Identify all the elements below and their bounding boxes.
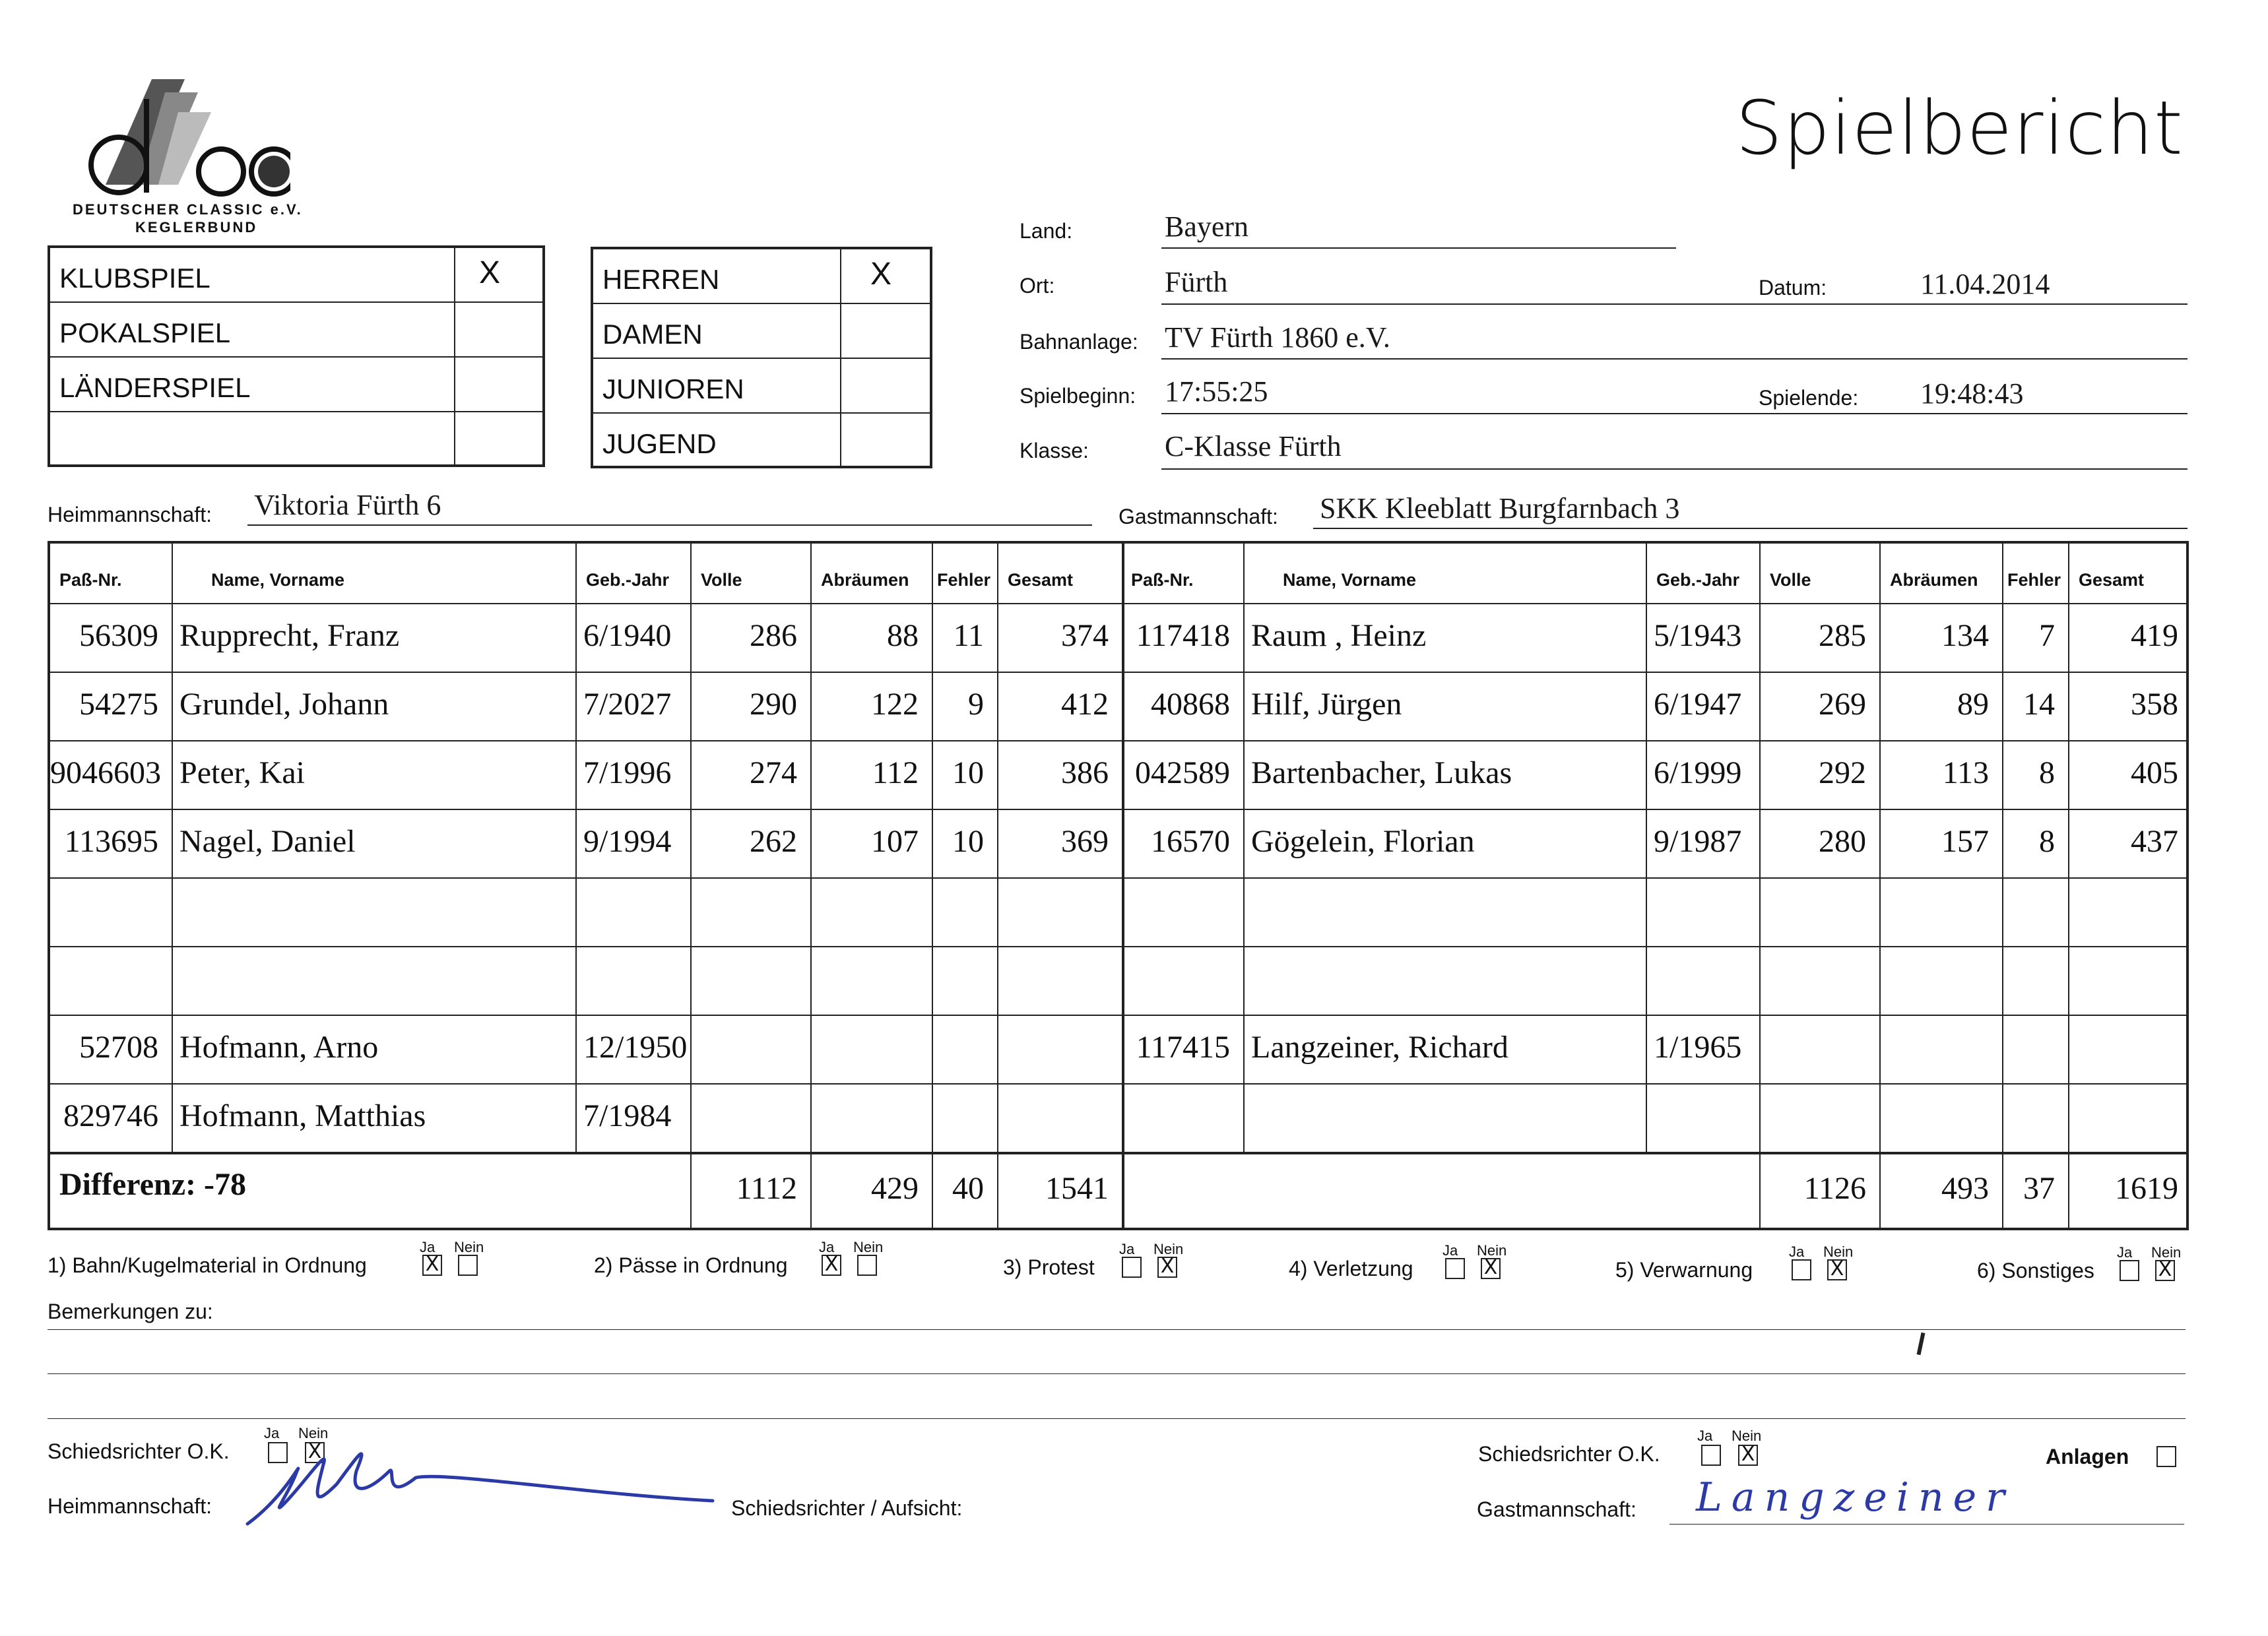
guest-cell[interactable]: 280 xyxy=(1819,824,1866,859)
guest-total-cell: 1619 xyxy=(2115,1171,2178,1206)
question-ja-checkbox[interactable]: X xyxy=(422,1255,442,1276)
guest-cell[interactable]: Gögelein, Florian xyxy=(1251,824,1475,859)
guest-cell[interactable]: 157 xyxy=(1941,824,1989,859)
nein-label: Nein xyxy=(1477,1242,1507,1259)
guest-cell[interactable]: 113 xyxy=(1942,755,1989,790)
column-header: Name, Vorname xyxy=(1283,570,1417,590)
spieltyp-label: KLUBSPIEL xyxy=(59,263,211,294)
klasse-typ-row[interactable] xyxy=(593,249,930,304)
column-header: Gesamt xyxy=(1008,570,1074,590)
spieltyp-row[interactable] xyxy=(50,358,542,412)
guest-cell[interactable]: 1/1965 xyxy=(1654,1030,1742,1065)
column-header: Volle xyxy=(701,570,742,590)
home-cell[interactable]: 54275 xyxy=(79,687,158,722)
home-cell[interactable]: Hofmann, Arno xyxy=(179,1030,379,1065)
question-label: 2) Pässe in Ordnung xyxy=(594,1253,788,1277)
guest-cell[interactable]: 405 xyxy=(2131,755,2178,790)
nein-label: Nein xyxy=(2151,1244,2182,1261)
anlagen-checkbox[interactable] xyxy=(2156,1446,2176,1467)
column-header: Name, Vorname xyxy=(211,570,345,590)
home-cell[interactable]: 112 xyxy=(872,755,919,790)
nein-label: Nein xyxy=(454,1239,484,1255)
heimmannschaft-label: Heimmannschaft: xyxy=(48,503,212,526)
guest-cell[interactable]: 269 xyxy=(1819,687,1866,722)
gastmannschaft-value[interactable]: SKK Kleeblatt Burgfarnbach 3 xyxy=(1320,492,1680,524)
guest-cell[interactable]: 042589 xyxy=(1135,755,1230,790)
guest-total-cell: 493 xyxy=(1941,1171,1989,1206)
guest-cell[interactable]: 8 xyxy=(2039,755,2055,790)
ja-label: Ja xyxy=(819,1239,835,1255)
results-table xyxy=(48,541,2189,1230)
schiedsrichter-aufsicht-label: Schiedsrichter / Aufsicht: xyxy=(731,1496,963,1520)
klasse-typ-row[interactable] xyxy=(593,304,930,359)
schiri-ok-label-home: Schiedsrichter O.K. xyxy=(48,1439,230,1463)
home-cell[interactable]: 52708 xyxy=(79,1030,158,1065)
home-cell[interactable]: 7/1996 xyxy=(583,755,672,790)
home-cell[interactable]: 374 xyxy=(1061,618,1109,653)
home-cell[interactable]: 122 xyxy=(871,687,919,722)
question-nein-checkbox[interactable]: X xyxy=(1157,1257,1177,1278)
heimmannschaft-sign-label: Heimmannschaft: xyxy=(48,1494,212,1518)
guest-cell[interactable]: Hilf, Jürgen xyxy=(1251,687,1402,722)
spieltyp-label: LÄNDERSPIEL xyxy=(59,372,251,403)
guest-cell[interactable]: 117415 xyxy=(1136,1030,1230,1065)
guest-cell[interactable]: 134 xyxy=(1941,618,1989,653)
ja-label: Ja xyxy=(1119,1241,1135,1257)
spieltyp-box xyxy=(48,245,545,467)
question-nein-checkbox[interactable] xyxy=(458,1255,478,1276)
klasse-label: Klasse: xyxy=(1020,439,1089,462)
question-ja-checkbox[interactable] xyxy=(2120,1260,2139,1281)
home-total-cell: 1541 xyxy=(1045,1171,1109,1206)
home-cell[interactable]: 88 xyxy=(887,618,919,653)
land-value[interactable]: Bayern xyxy=(1165,210,1249,243)
column-header: Abräumen xyxy=(821,570,909,590)
home-total-cell: 1112 xyxy=(736,1171,797,1206)
guest-signature: Langzeiner xyxy=(1696,1474,2014,1521)
guest-cell[interactable]: 5/1943 xyxy=(1654,618,1742,653)
home-cell[interactable]: 286 xyxy=(750,618,797,653)
heimmannschaft-value[interactable]: Viktoria Fürth 6 xyxy=(254,489,441,521)
guest-cell[interactable]: 6/1999 xyxy=(1654,755,1742,790)
spieltyp-row[interactable] xyxy=(50,248,542,303)
home-cell[interactable]: 386 xyxy=(1061,755,1109,790)
home-cell[interactable]: Peter, Kai xyxy=(179,755,306,790)
home-cell[interactable]: 10 xyxy=(952,824,984,859)
guest-cell[interactable]: 89 xyxy=(1957,687,1989,722)
home-cell[interactable]: 107 xyxy=(871,824,919,859)
spieltyp-row[interactable] xyxy=(50,412,542,467)
ort-label: Ort: xyxy=(1020,274,1055,298)
nein-label: Nein xyxy=(1153,1241,1184,1257)
question-nein-checkbox[interactable]: X xyxy=(2155,1260,2175,1281)
column-header: Abräumen xyxy=(1890,570,1978,590)
home-cell[interactable]: 829746 xyxy=(63,1098,158,1133)
schiri-ok-home-nein-checkbox[interactable]: X xyxy=(305,1442,325,1463)
question-label: 1) Bahn/Kugelmaterial in Ordnung xyxy=(48,1253,367,1277)
spieltyp-row[interactable] xyxy=(50,303,542,358)
bahnanlage-value[interactable]: TV Fürth 1860 e.V. xyxy=(1165,321,1390,354)
home-cell[interactable]: 9 xyxy=(968,687,984,722)
guest-cell[interactable]: 7 xyxy=(2039,618,2055,653)
guest-cell[interactable]: 16570 xyxy=(1151,824,1230,859)
home-cell[interactable]: 6/1940 xyxy=(583,618,672,653)
column-header: Paß-Nr. xyxy=(59,570,122,590)
differenz-label: Differenz: -78 xyxy=(59,1167,246,1202)
dkbc-logo xyxy=(66,73,303,244)
column-header: Geb.-Jahr xyxy=(1656,570,1740,590)
column-header: Gesamt xyxy=(2079,570,2145,590)
column-header: Fehler xyxy=(2007,570,2061,590)
klasse-typ-row[interactable] xyxy=(593,414,930,468)
question-ja-checkbox[interactable] xyxy=(1122,1257,1142,1278)
schiri-ok-guest-nein-checkbox[interactable]: X xyxy=(1738,1445,1758,1466)
home-cell[interactable]: 412 xyxy=(1061,687,1109,722)
klasse-typ-label: DAMEN xyxy=(602,319,703,350)
home-cell[interactable]: Nagel, Daniel xyxy=(179,824,356,859)
question-nein-checkbox[interactable] xyxy=(857,1255,877,1276)
spieltyp-mark: X xyxy=(479,255,501,290)
guest-cell[interactable]: Langzeiner, Richard xyxy=(1251,1030,1508,1065)
ja-label: Ja xyxy=(420,1239,436,1255)
home-cell[interactable]: 9046603 xyxy=(50,755,161,790)
home-cell[interactable]: 9/1994 xyxy=(583,824,672,859)
klasse-typ-row[interactable] xyxy=(593,359,930,414)
home-cell[interactable]: 290 xyxy=(750,687,797,722)
page-title: Spielbericht xyxy=(1735,86,2184,172)
guest-total-cell: 37 xyxy=(2023,1171,2055,1206)
land-label: Land: xyxy=(1020,219,1073,243)
datum-value[interactable]: 11.04.2014 xyxy=(1920,268,2050,300)
spielende-label: Spielende: xyxy=(1759,386,1859,410)
nein-label: Nein xyxy=(1823,1243,1854,1260)
home-signature xyxy=(244,1432,719,1530)
guest-cell[interactable]: 8 xyxy=(2039,824,2055,859)
home-cell[interactable]: 11 xyxy=(953,618,984,653)
ja-label: Ja xyxy=(264,1425,280,1441)
guest-cell[interactable]: Raum , Heinz xyxy=(1251,618,1427,653)
klasse-value[interactable]: C-Klasse Fürth xyxy=(1165,430,1342,462)
bahnanlage-label: Bahnanlage: xyxy=(1020,330,1138,354)
spieltyp-label: POKALSPIEL xyxy=(59,317,231,348)
question-ja-checkbox[interactable] xyxy=(1445,1258,1465,1279)
question-label: 3) Protest xyxy=(1003,1255,1095,1279)
home-cell[interactable]: 262 xyxy=(750,824,797,859)
guest-cell[interactable]: 437 xyxy=(2131,824,2178,859)
column-header: Paß-Nr. xyxy=(1131,570,1194,590)
home-total-cell: 40 xyxy=(952,1171,984,1206)
guest-cell[interactable]: 6/1947 xyxy=(1654,687,1742,722)
home-cell[interactable]: Hofmann, Matthias xyxy=(179,1098,426,1133)
home-cell[interactable]: 12/1950 xyxy=(583,1030,688,1065)
guest-cell[interactable]: 419 xyxy=(2131,618,2178,653)
pen-mark xyxy=(1917,1333,1926,1356)
klasse-typ-label: JUNIOREN xyxy=(602,373,744,404)
guest-cell[interactable]: 285 xyxy=(1819,618,1866,653)
home-total-cell: 429 xyxy=(871,1171,919,1206)
datum-label: Datum: xyxy=(1759,276,1827,299)
guest-total-cell: 1126 xyxy=(1803,1171,1866,1206)
schiri-ok-label-guest: Schiedsrichter O.K. xyxy=(1478,1442,1660,1466)
schiri-ok-guest-ja-checkbox[interactable] xyxy=(1701,1445,1721,1466)
home-cell[interactable]: 7/1984 xyxy=(583,1098,672,1133)
gastmannschaft-sign-label: Gastmannschaft: xyxy=(1477,1497,1636,1521)
home-cell[interactable]: Rupprecht, Franz xyxy=(179,618,400,653)
question-nein-checkbox[interactable]: X xyxy=(1827,1259,1847,1280)
column-header: Fehler xyxy=(937,570,991,590)
home-cell[interactable]: 10 xyxy=(952,755,984,790)
home-cell[interactable]: 113695 xyxy=(64,824,158,859)
nein-label: Nein xyxy=(298,1425,329,1441)
ja-label: Ja xyxy=(1442,1242,1458,1259)
home-cell[interactable]: 274 xyxy=(750,755,797,790)
ort-value[interactable]: Fürth xyxy=(1165,266,1228,298)
nein-label: Nein xyxy=(853,1239,884,1255)
guest-cell[interactable]: 292 xyxy=(1819,755,1866,790)
nein-label: Nein xyxy=(1732,1428,1762,1444)
column-header: Geb.-Jahr xyxy=(586,570,670,590)
anlagen-label: Anlagen xyxy=(2046,1445,2129,1468)
column-header: Volle xyxy=(1770,570,1811,590)
guest-cell[interactable]: 9/1987 xyxy=(1654,824,1742,859)
guest-cell[interactable]: Bartenbacher, Lukas xyxy=(1251,755,1512,790)
guest-cell[interactable]: 14 xyxy=(2023,687,2055,722)
guest-cell[interactable]: 358 xyxy=(2131,687,2178,722)
question-ja-checkbox[interactable]: X xyxy=(822,1255,841,1276)
spielende-value[interactable]: 19:48:43 xyxy=(1920,377,2024,410)
gastmannschaft-label: Gastmannschaft: xyxy=(1118,505,1278,528)
home-cell[interactable]: Grundel, Johann xyxy=(179,687,389,722)
question-label: 5) Verwarnung xyxy=(1615,1258,1753,1282)
logo-text-line1: DEUTSCHER CLASSIC e.V. xyxy=(73,201,303,218)
spielbeginn-label: Spielbeginn: xyxy=(1020,384,1136,408)
home-cell[interactable]: 56309 xyxy=(79,618,158,653)
klasse-typ-mark: X xyxy=(870,257,892,292)
klasse-typ-label: JUGEND xyxy=(602,428,717,459)
logo-text-line2: KEGLERBUND xyxy=(135,219,258,236)
question-ja-checkbox[interactable] xyxy=(1792,1259,1811,1280)
ja-label: Ja xyxy=(2117,1244,2133,1261)
ja-label: Ja xyxy=(1697,1428,1713,1444)
ja-label: Ja xyxy=(1789,1243,1805,1260)
question-label: 6) Sonstiges xyxy=(1977,1259,2094,1282)
klasse-typ-box xyxy=(591,247,932,468)
guest-cell[interactable]: 117418 xyxy=(1136,618,1230,653)
question-label: 4) Verletzung xyxy=(1289,1257,1413,1280)
question-nein-checkbox[interactable]: X xyxy=(1481,1258,1501,1279)
spielbeginn-value[interactable]: 17:55:25 xyxy=(1165,375,1268,408)
bemerkungen-label: Bemerkungen zu: xyxy=(48,1300,213,1323)
klasse-typ-label: HERREN xyxy=(602,264,720,295)
guest-cell[interactable]: 40868 xyxy=(1151,687,1230,722)
home-cell[interactable]: 369 xyxy=(1061,824,1109,859)
home-cell[interactable]: 7/2027 xyxy=(583,687,672,722)
